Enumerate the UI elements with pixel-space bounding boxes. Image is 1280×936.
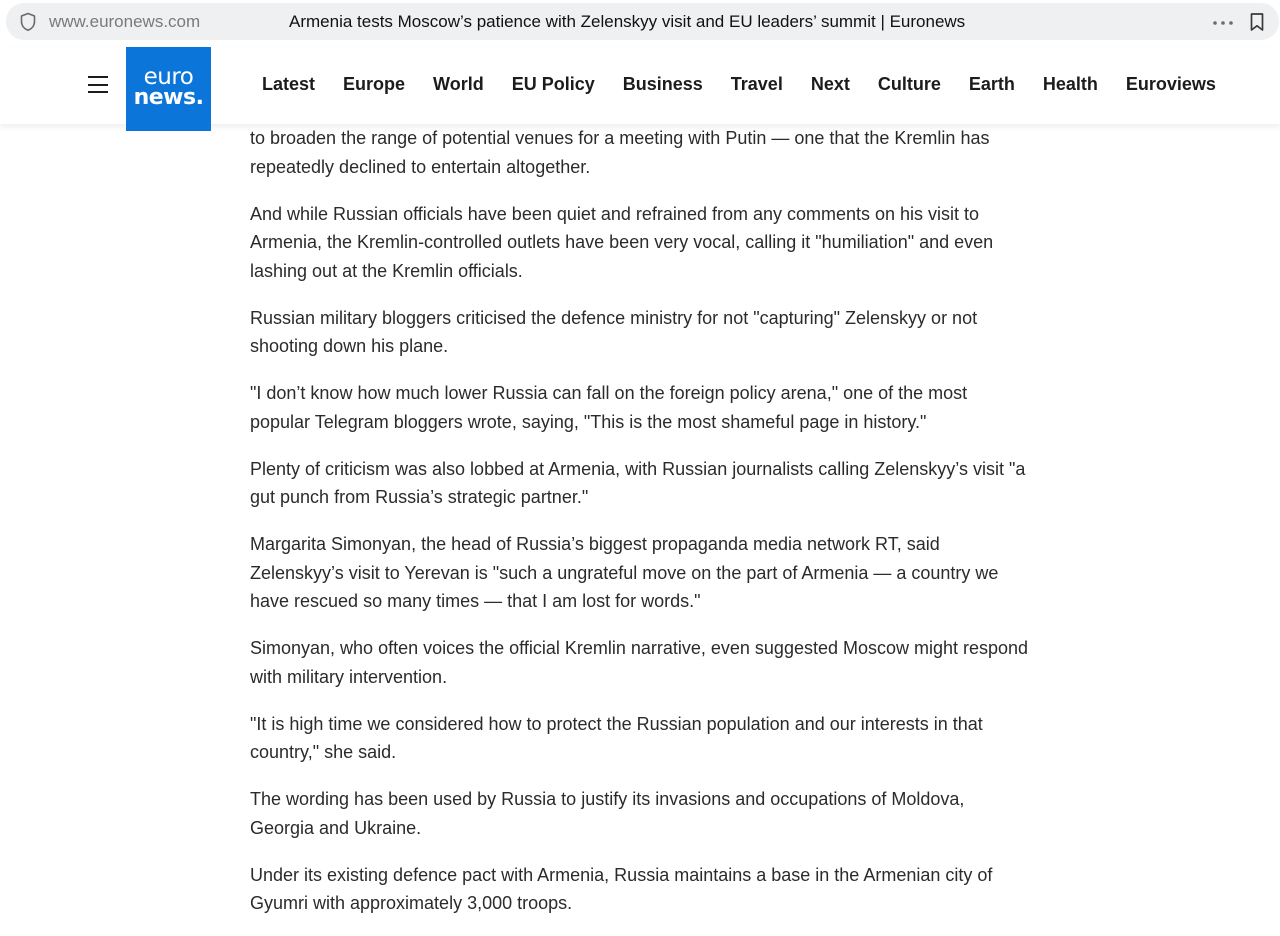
article-paragraph: Under its existing defence pact with Armenia, Russia maintains a base in the Armenian city of Gyumri with approximately 3,000 troops. — [250, 864, 993, 913]
more-options-icon[interactable] — [1212, 20, 1234, 26]
nav-item-eu-policy[interactable]: EU Policy — [511, 74, 595, 94]
article-paragraph: And while Russian officials have been quiet and refrained from any comments on his visit to Armenia, the Kremlin-controlled outlets have been very vocal, calling it "humiliation" and even lashing out at the Kremlin officials. — [250, 203, 994, 281]
article-body — [250, 124, 1030, 936]
site-header — [0, 47, 1280, 124]
euronews-logo[interactable] — [126, 47, 211, 131]
hamburger-menu-icon[interactable] — [88, 76, 108, 93]
nav-item-euroviews[interactable]: Euroviews — [1125, 74, 1216, 94]
article-paragraph: The wording has been used by Russia to justify its invasions and occupations of Moldova, Georgia and Ukraine. — [250, 789, 965, 838]
logo-text-top: euro — [143, 64, 194, 90]
article-paragraph: to broaden the range of potential venues for a meeting with Putin — one that the Kremlin has repeatedly declined to entertain altogether. — [250, 128, 990, 177]
nav-item-health[interactable]: Health — [1042, 74, 1098, 94]
logo-text-bottom: news. — [133, 85, 204, 110]
shield-icon[interactable] — [19, 12, 37, 32]
bookmark-icon[interactable] — [1248, 12, 1266, 32]
url-text[interactable]: www.euronews.com — [49, 12, 201, 31]
nav-item-world[interactable]: World — [433, 74, 484, 94]
nav-item-earth[interactable]: Earth — [968, 74, 1015, 94]
article-paragraph: "It is high time we considered how to protect the Russian population and our interests in that country," she said. — [250, 713, 983, 762]
article-paragraph: Margarita Simonyan, the head of Russia’s biggest propaganda media network RT, said Zelenskyy’s visit to Yerevan is "such a ungrateful move on the part of Armenia — a country we have rescued so many times — that I am lost for words." — [250, 534, 999, 611]
nav-item-business[interactable]: Business — [622, 74, 703, 94]
nav-item-europe[interactable]: Europe — [343, 74, 406, 94]
nav-item-travel[interactable]: Travel — [730, 74, 783, 94]
address-bar[interactable] — [6, 3, 1279, 40]
page-title: Armenia tests Moscow’s patience with Zelenskyy visit and EU leaders’ summit | Euronews — [289, 12, 966, 31]
nav-item-next[interactable]: Next — [810, 74, 850, 94]
nav-item-latest[interactable]: Latest — [262, 74, 316, 94]
article-paragraph: "I don’t know how much lower Russia can fall on the foreign policy arena," one of the most popular Telegram bloggers wrote, saying, "This is the most shameful page in history." — [250, 383, 968, 432]
article-paragraph: Russian military bloggers criticised the defence ministry for not "capturing" Zelenskyy or not shooting down his plane. — [250, 307, 978, 356]
browser-toolbar — [0, 0, 1280, 47]
article-paragraph: Simonyan, who often voices the official Kremlin narrative, even suggested Moscow might respond with military intervention. — [250, 638, 1029, 687]
nav-item-culture[interactable]: Culture — [877, 74, 941, 94]
article-paragraph: Plenty of criticism was also lobbed at Armenia, with Russian journalists calling Zelenskyy’s visit "a gut punch from Russia’s strategic partner." — [250, 458, 1026, 507]
main-nav — [262, 73, 1216, 95]
